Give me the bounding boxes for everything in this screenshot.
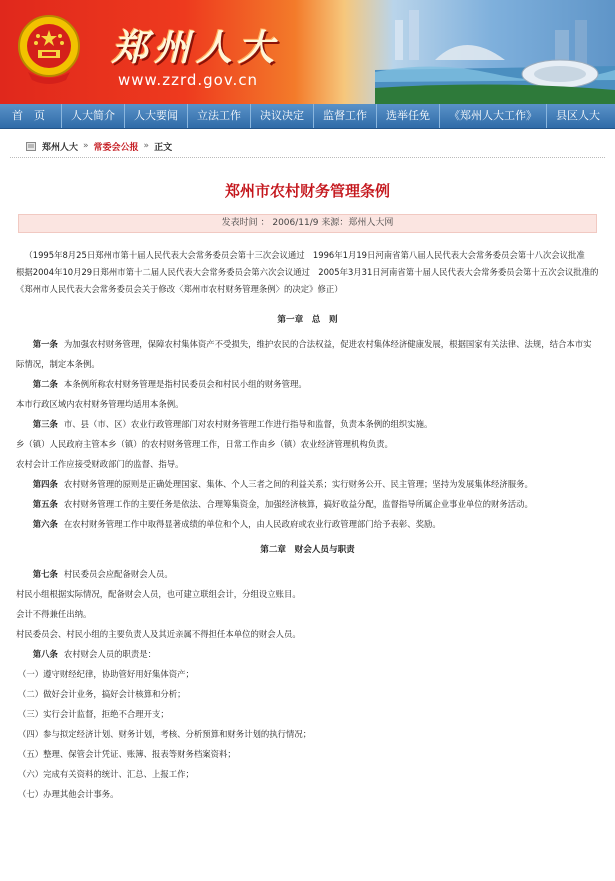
- article-preamble: （1995年8月25日郑州市第十届人民代表大会常务委员会第十三次会议通过 1996年1月19日河南省第八届人民代表大会常务委员会第十八次会议批准 根据2004年10月29日郑州市第十二届人民代表大会常务委员会第六次会议通过 2005年3月31日河南省第十届人民代表大会常务委员会第十五次会议批准的《郑州市人民代表大会常务委员会关于修改〈郑州市农村财务管理条例〉的决定》修正）: [16, 250, 599, 294]
- article-paragraph: [16, 644, 599, 664]
- list-item: （四）参与拟定经济计划、财务计划，考核、分析预算和财务计划的执行情况；: [18, 729, 312, 739]
- nav-legislation[interactable]: 立法工作: [188, 104, 251, 128]
- article-number: 第二条: [32, 379, 58, 389]
- list-item: （五）整理、保管会计凭证、账簿、报表等财务档案资料；: [18, 749, 236, 759]
- nav-elections[interactable]: 选举任免: [377, 104, 440, 128]
- article-number: 第三条: [32, 419, 58, 429]
- breadcrumb: [10, 135, 605, 158]
- article-number: 第八条: [32, 649, 58, 659]
- chapter-heading: 第一章 总 则: [277, 315, 338, 325]
- breadcrumb-separator: »: [83, 141, 89, 151]
- breadcrumb-bulletin[interactable]: 常委会公报: [93, 142, 139, 153]
- article-paragraph: 乡（镇）人民政府主管本乡（镇）的农村财务管理工作，日常工作由乡（镇）农业经济管理机构负责。: [16, 439, 393, 449]
- article-number: 第四条: [32, 479, 58, 489]
- breadcrumb-home[interactable]: 郑州人大: [42, 142, 79, 153]
- nav-about[interactable]: 人大简介: [62, 104, 125, 128]
- article-number: 第七条: [32, 569, 58, 579]
- article-paragraph: 农村会计工作应接受财政部门的监督、指导。: [16, 459, 184, 469]
- article-text: 农村财务管理工作的主要任务是依法、合理筹集资金，加强经济核算，搞好收益分配，监督指导所属企业事业单位的财务活动。: [63, 499, 533, 509]
- nav-county[interactable]: 县区人大: [556, 109, 600, 122]
- article-number: 第六条: [32, 519, 58, 529]
- article-paragraph: 村民小组根据实际情况，配备财会人员，也可建立联组会计，分组设立账目。: [16, 589, 301, 599]
- city-skyline-image: [375, 0, 615, 104]
- main-nav: [0, 104, 615, 129]
- header-banner: [0, 0, 615, 104]
- article-number: 第一条: [32, 339, 58, 349]
- article-paragraph: [16, 374, 599, 394]
- article-text: 市、县（市、区）农业行政管理部门对农村财务管理工作进行指导和监督，负责本条例的组织实施。: [63, 419, 433, 429]
- article-title: 郑州市农村财务管理条例: [224, 182, 390, 200]
- list-item: （六）完成有关资料的统计、汇总、上报工作；: [18, 769, 194, 779]
- article-paragraph: 村民委员会、村民小组的主要负责人及其近亲属不得担任本单位的财会人员。: [16, 629, 301, 639]
- breadcrumb-separator: »: [143, 141, 150, 151]
- article: [16, 180, 599, 804]
- article-text: 村民委员会应配备财会人员。: [63, 569, 173, 579]
- article-paragraph: 本市行政区域内农村财务管理均适用本条例。: [16, 399, 184, 409]
- page-icon: [26, 142, 36, 151]
- site-name: 郑州人大: [112, 27, 281, 69]
- nav-resolutions[interactable]: 决议决定: [251, 104, 314, 128]
- article-text: 农村财会人员的职责是：: [63, 649, 157, 659]
- list-item: （七）办理其他会计事务。: [18, 789, 119, 799]
- site-url: www.zzrd.gov.cn: [118, 71, 259, 89]
- list-item: （一）遵守财经纪律，协助管好用好集体资产；: [18, 669, 194, 679]
- article-text: 在农村财务管理工作中取得显著成绩的单位和个人，由人民政府或农业行政管理部门给予表彰、奖励。: [63, 519, 441, 529]
- article-text: 本条例所称农村财务管理是指村民委员会和村民小组的财务管理。: [63, 379, 307, 389]
- article-text: 为加强农村财务管理，保障农村集体资产不受损失，维护农民的合法权益，促进农村集体经济健康发展，根据国家有关法律、法规，结合本市实际情况，制定本条例。: [16, 339, 592, 369]
- national-emblem-icon: [14, 12, 84, 86]
- article-text: 农村财务管理的原则是正确处理国家、集体、个人三者之间的利益关系；实行财务公开、民主管理；坚持为发展集体经济服务。: [63, 479, 533, 489]
- chapter-heading: 第二章 财会人员与职责: [260, 545, 355, 555]
- article-body: [16, 247, 599, 804]
- article-paragraph: 会计不得兼任出纳。: [16, 609, 92, 619]
- article-paragraph: [16, 564, 599, 584]
- article-paragraph: [16, 334, 599, 374]
- nav-news[interactable]: 人大要闻: [125, 104, 188, 128]
- article-paragraph: [16, 514, 599, 534]
- breadcrumb-current: 正文: [154, 142, 173, 153]
- nav-supervision[interactable]: 监督工作: [314, 104, 377, 128]
- nav-home[interactable]: 首 页: [0, 104, 62, 128]
- article-paragraph: [16, 494, 599, 514]
- article-paragraph: [16, 414, 599, 434]
- article-number: 第五条: [32, 499, 58, 509]
- list-item: （三）实行会计监督，拒绝不合理开支；: [18, 709, 169, 719]
- list-item: （二）做好会计业务，搞好会计核算和分析；: [18, 689, 186, 699]
- article-paragraph: [16, 474, 599, 494]
- nav-journal[interactable]: 《郑州人大工作》: [440, 104, 547, 128]
- article-meta: 发表时间 ： 2006/11/9 来源：郑州人大网: [18, 214, 597, 233]
